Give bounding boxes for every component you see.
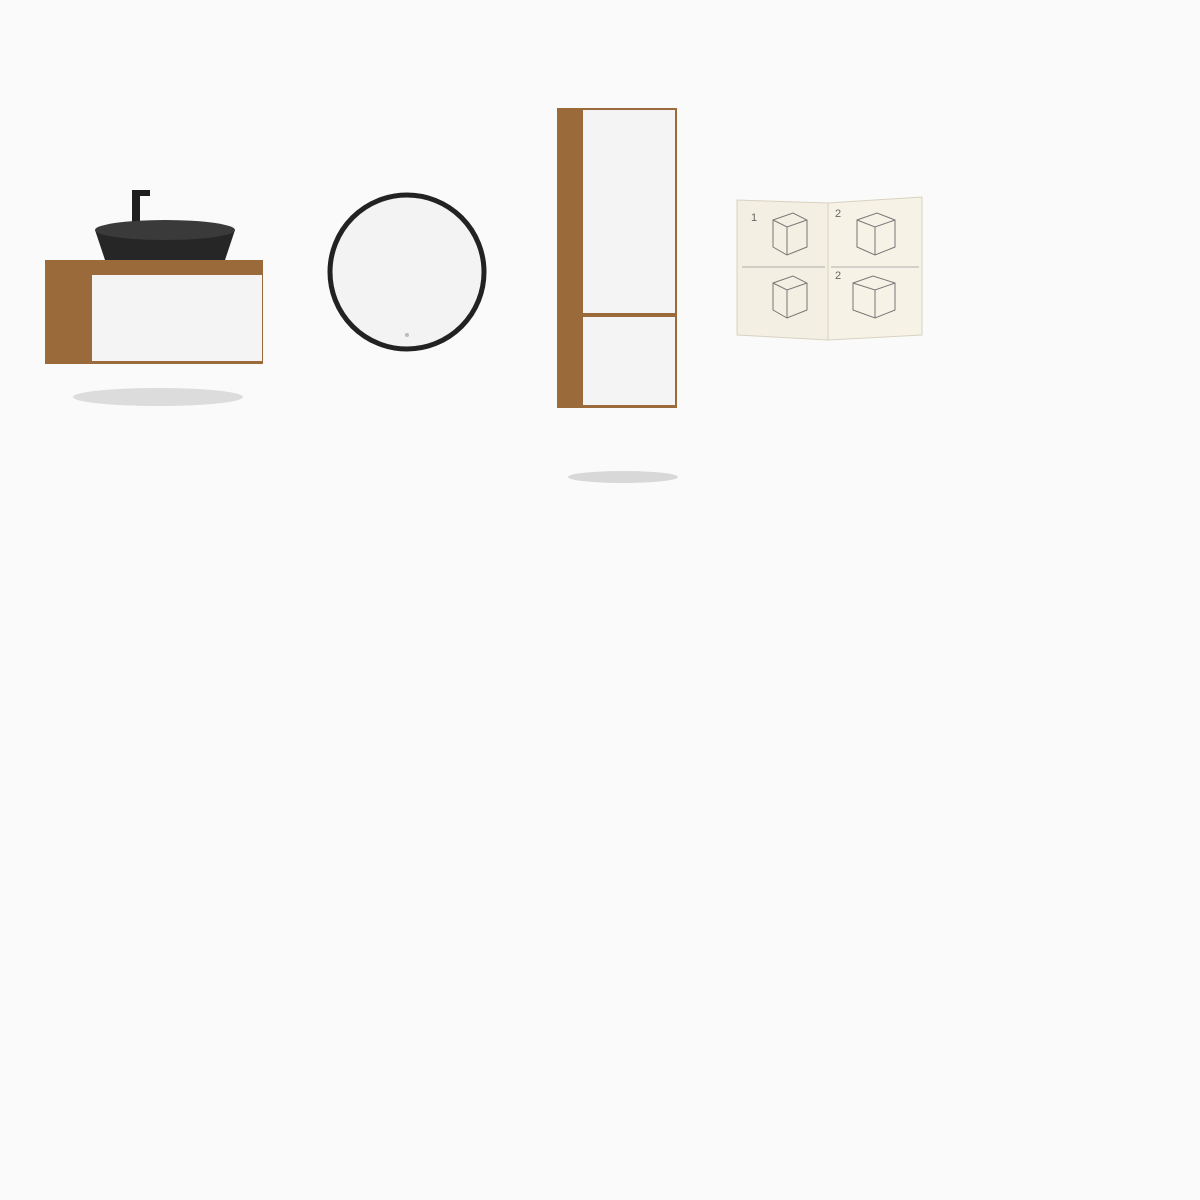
svg-text:2: 2 <box>835 270 842 282</box>
manual-product-image <box>735 195 925 345</box>
mirror-product-image <box>326 185 491 360</box>
tall-cabinet-product-image <box>555 105 685 485</box>
svg-text:2: 2 <box>835 208 842 220</box>
svg-text:1: 1 <box>751 212 758 224</box>
vanity-product-image <box>40 185 270 415</box>
